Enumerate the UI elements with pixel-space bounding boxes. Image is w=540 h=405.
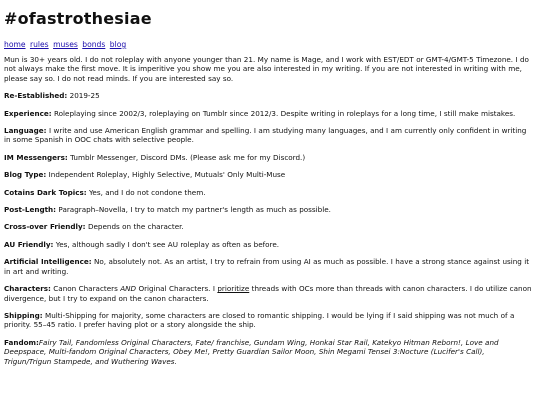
experience-value: Roleplaying since 2002/3, roleplaying on Tumblr since 2012/3. Despite writing in roleplays for a long time, I still make mistakes.	[51, 108, 516, 118]
shipping-section	[4, 311, 534, 330]
characters-text-1: Canon Characters	[50, 284, 121, 294]
blogtype-label: Blog Type:	[4, 170, 47, 180]
reestablished-section	[4, 91, 534, 100]
nav-link-home[interactable]: home	[4, 40, 26, 49]
shipping-label: Shipping:	[4, 310, 43, 320]
page-title: #ofastrothesiae	[4, 9, 152, 28]
ai-value: No, absolutely not. As an artist, I try to refrain from using AI as much as possible. I have a strong stance against using it in art and writing.	[4, 257, 530, 276]
characters-and-emphasis: AND	[120, 284, 137, 294]
shipping-value: Multi-Shipping for majority, some characters are closed to romantic shipping. I would be lying if I said shipping was not much of a priority. 55–45 ratio. I prefer having plot or a story alongside the ship.	[4, 310, 515, 330]
characters-text-2: Original Characters. I	[136, 284, 218, 294]
fandom-label: Fandom:	[4, 337, 39, 347]
crossover-label: Cross-over Friendly:	[4, 222, 86, 232]
ai-label: Artificial Intelligence:	[4, 257, 92, 267]
language-label: Language:	[4, 126, 47, 136]
post-length-label: Post-Length:	[4, 205, 57, 215]
fandom-section	[4, 338, 534, 366]
post-length-value: Paragraph–Novella, I try to match my partner's length as much as possible.	[56, 205, 331, 215]
dark-topics-value: Yes, and I do not condone them.	[86, 187, 206, 197]
language-value: I write and use American English grammar and spelling. I am studying many languages, and I am currently only confident in writing in some Spanish in OOC chats with selective people.	[4, 126, 527, 145]
blogtype-value: Independent Roleplay, Highly Selective, Mutuals' Only Multi-Muse	[46, 170, 286, 180]
page	[4, 0, 534, 366]
language-section	[4, 126, 534, 145]
post-length-section	[4, 205, 534, 214]
nav-links	[4, 40, 534, 50]
au-value: Yes, although sadly I don't see AU roleplay as often as before.	[53, 239, 280, 249]
fandom-value: Fairy Tail, Fandomless Original Characters, Fate/ franchise, Gundam Wing, Honkai Star Rail, Katekyo Hitman Reborn!, Love and Deepspace, Multi-fandom Original Characters, Obey Me!, Pretty Guardian Sailor Moon, Shin Megami Tensei 3:Nocture (Lucifer's Call), Trigun/Trigun Stampede, and Wuthering Waves.	[4, 337, 499, 366]
im-section	[4, 153, 534, 162]
reestablished-value: 2019-25	[67, 91, 100, 101]
au-label: AU Friendly:	[4, 239, 54, 249]
im-value: Tumblr Messenger, Discord DMs. (Please ask me for my Discord.)	[67, 152, 306, 162]
reestablished-label: Re-Established:	[4, 91, 68, 101]
experience-label: Experience:	[4, 108, 52, 118]
crossover-value: Depends on the character.	[85, 222, 184, 232]
au-section	[4, 240, 534, 249]
ai-section	[4, 257, 534, 276]
nav-link-muses[interactable]: muses	[53, 40, 78, 49]
im-label: IM Messengers:	[4, 152, 68, 162]
nav-link-bonds[interactable]: bonds	[82, 40, 106, 49]
crossover-section	[4, 222, 534, 231]
blogtype-section	[4, 170, 534, 179]
dark-topics-section	[4, 188, 534, 197]
characters-section	[4, 284, 534, 303]
characters-text-3: threads with OCs more than threads with canon characters. I do utilize canon divergence, but I try to expand on the canon characters.	[4, 284, 532, 303]
characters-prioritize-underline: prioritize	[217, 284, 250, 294]
nav-link-rules[interactable]: rules	[29, 40, 49, 49]
dark-topics-label: Cotains Dark Topics:	[4, 187, 87, 197]
characters-label: Characters:	[4, 284, 51, 294]
experience-section	[4, 109, 534, 118]
intro-paragraph: Mun is 30+ years old. I do not roleplay with anyone younger than 21. My name is Mage, and I work with EST/EDT or GMT-4/GMT-5 Timezone. I do not always make the first move. It is imperitive you show me you are also interested in my writing. If you are not interested in writing with me, please say so. I do not read minds. If you are interested say so.	[4, 55, 529, 83]
nav-link-blog[interactable]: blog	[109, 40, 127, 49]
